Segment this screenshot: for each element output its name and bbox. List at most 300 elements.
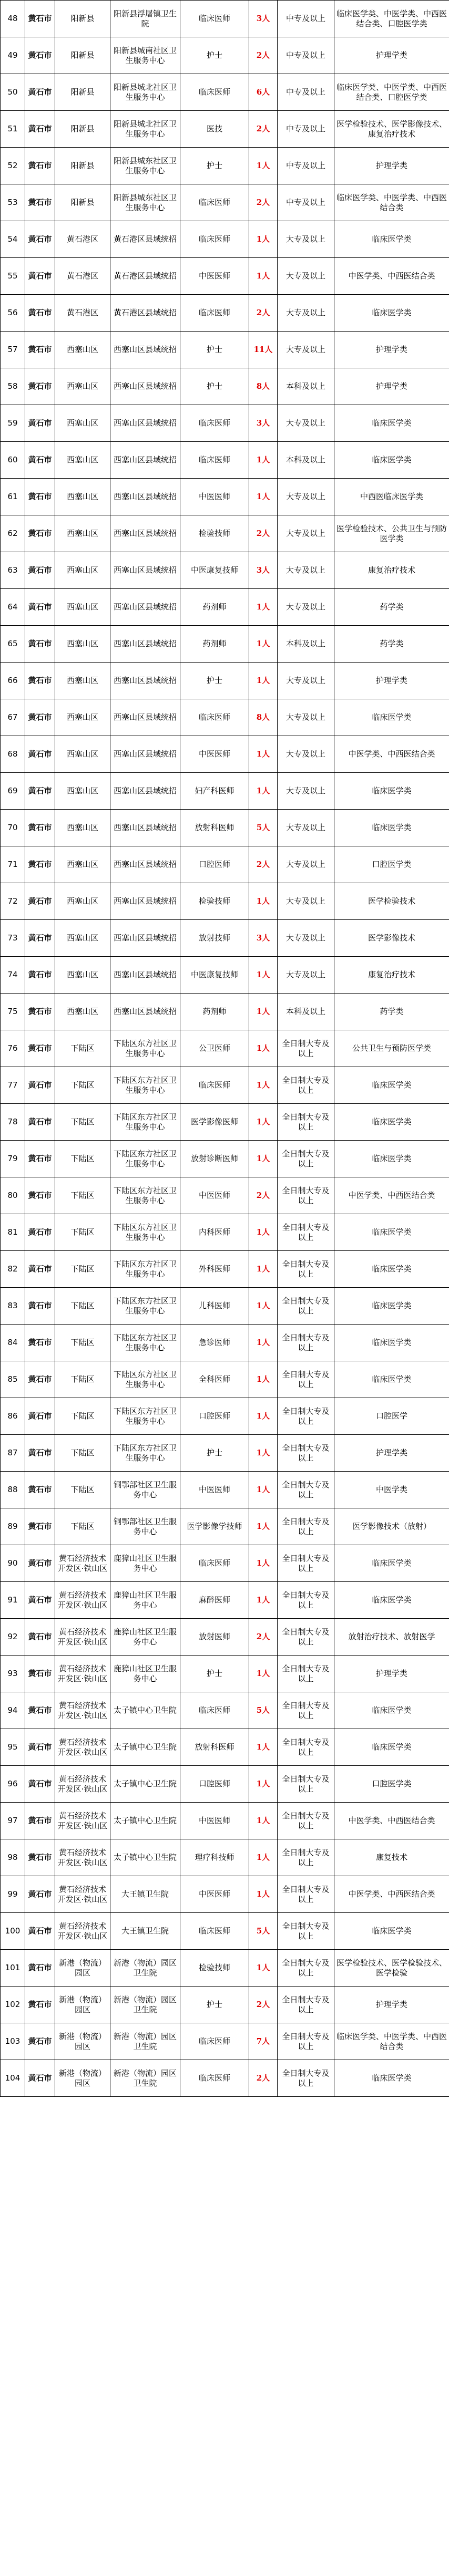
major-cell: 临床医学类	[334, 699, 449, 736]
table-row	[1, 258, 449, 295]
table-row	[1, 37, 449, 74]
city-cell: 黄石市	[25, 1729, 55, 1766]
major-cell: 药学类	[334, 994, 449, 1030]
headcount-cell: 5人	[249, 1692, 278, 1729]
row-number-cell: 88	[1, 1472, 25, 1508]
city-cell: 黄石市	[25, 1288, 55, 1325]
county-cell: 西塞山区	[55, 515, 110, 552]
table-row	[1, 920, 449, 957]
table-row	[1, 1876, 449, 1913]
county-cell: 西塞山区	[55, 332, 110, 368]
row-number-cell: 50	[1, 74, 25, 111]
major-cell: 临床医学类	[334, 405, 449, 442]
education-cell: 全日制大专及以上	[278, 1692, 334, 1729]
education-cell: 全日制大专及以上	[278, 1472, 334, 1508]
major-cell: 临床医学类	[334, 1729, 449, 1766]
city-cell: 黄石市	[25, 515, 55, 552]
major-cell: 口腔医学类	[334, 846, 449, 883]
post-cell: 护士	[180, 1435, 249, 1472]
county-cell: 西塞山区	[55, 589, 110, 626]
headcount-cell: 1人	[249, 258, 278, 295]
county-cell: 下陆区	[55, 1214, 110, 1251]
county-cell: 黄石经济技术开发区·铁山区	[55, 1582, 110, 1619]
row-number-cell: 55	[1, 258, 25, 295]
education-cell: 全日制大专及以上	[278, 1067, 334, 1104]
row-number-cell: 87	[1, 1435, 25, 1472]
table-row	[1, 1214, 449, 1251]
table-row	[1, 1729, 449, 1766]
city-cell: 黄石市	[25, 1141, 55, 1177]
major-cell: 医学检验技术、医学检验技术、医学检验	[334, 1950, 449, 1987]
table-row	[1, 552, 449, 589]
table-row	[1, 1913, 449, 1950]
row-number-cell: 73	[1, 920, 25, 957]
unit-cell: 西塞山区县域统招	[110, 479, 180, 515]
county-cell: 黄石经济技术开发区·铁山区	[55, 1729, 110, 1766]
education-cell: 全日制大专及以上	[278, 1325, 334, 1361]
post-cell: 全科医师	[180, 1361, 249, 1398]
table-row	[1, 442, 449, 479]
education-cell: 全日制大专及以上	[278, 1987, 334, 2023]
city-cell: 黄石市	[25, 736, 55, 773]
table-row	[1, 1987, 449, 2023]
city-cell: 黄石市	[25, 221, 55, 258]
unit-cell: 下陆区东方社区卫生服务中心	[110, 1288, 180, 1325]
county-cell: 西塞山区	[55, 663, 110, 699]
city-cell: 黄石市	[25, 1508, 55, 1545]
headcount-cell: 3人	[249, 1, 278, 37]
education-cell: 全日制大专及以上	[278, 1582, 334, 1619]
table-row	[1, 1582, 449, 1619]
major-cell: 护理学类	[334, 148, 449, 184]
unit-cell: 西塞山区县域统招	[110, 699, 180, 736]
row-number-cell: 97	[1, 1803, 25, 1839]
unit-cell: 下陆区东方社区卫生服务中心	[110, 1361, 180, 1398]
headcount-cell: 7人	[249, 2023, 278, 2060]
county-cell: 西塞山区	[55, 957, 110, 994]
major-cell: 临床医学类	[334, 1067, 449, 1104]
headcount-cell: 2人	[249, 846, 278, 883]
row-number-cell: 94	[1, 1692, 25, 1729]
city-cell: 黄石市	[25, 1766, 55, 1803]
county-cell: 黄石经济技术开发区·铁山区	[55, 1619, 110, 1656]
major-cell: 临床医学类、中医学类、中西医结合类	[334, 2023, 449, 2060]
education-cell: 全日制大专及以上	[278, 2023, 334, 2060]
education-cell: 全日制大专及以上	[278, 1619, 334, 1656]
post-cell: 内科医师	[180, 1214, 249, 1251]
headcount-cell: 2人	[249, 295, 278, 332]
post-cell: 医学影像学技师	[180, 1508, 249, 1545]
major-cell: 中医学类、中西医结合类	[334, 258, 449, 295]
city-cell: 黄石市	[25, 2023, 55, 2060]
row-number-cell: 95	[1, 1729, 25, 1766]
city-cell: 黄石市	[25, 479, 55, 515]
row-number-cell: 85	[1, 1361, 25, 1398]
major-cell: 药学类	[334, 589, 449, 626]
education-cell: 大专及以上	[278, 736, 334, 773]
education-cell: 大专及以上	[278, 589, 334, 626]
table-row	[1, 1435, 449, 1472]
row-number-cell: 56	[1, 295, 25, 332]
education-cell: 全日制大专及以上	[278, 1104, 334, 1141]
county-cell: 阳新县	[55, 1, 110, 37]
headcount-cell: 1人	[249, 1729, 278, 1766]
education-cell: 大专及以上	[278, 920, 334, 957]
post-cell: 检验技师	[180, 1950, 249, 1987]
post-cell: 中医医师	[180, 1876, 249, 1913]
headcount-cell: 1人	[249, 479, 278, 515]
education-cell: 全日制大专及以上	[278, 1545, 334, 1582]
table-row	[1, 1361, 449, 1398]
post-cell: 检验技师	[180, 883, 249, 920]
major-cell: 护理学类	[334, 663, 449, 699]
table-row	[1, 1104, 449, 1141]
headcount-cell: 8人	[249, 368, 278, 405]
table-row	[1, 1398, 449, 1435]
row-number-cell: 75	[1, 994, 25, 1030]
unit-cell: 阳新县城北社区卫生服务中心	[110, 74, 180, 111]
major-cell: 临床医学类	[334, 1582, 449, 1619]
unit-cell: 西塞山区县域统招	[110, 920, 180, 957]
post-cell: 儿科医师	[180, 1288, 249, 1325]
headcount-cell: 1人	[249, 1656, 278, 1692]
education-cell: 全日制大专及以上	[278, 1766, 334, 1803]
county-cell: 下陆区	[55, 1325, 110, 1361]
unit-cell: 西塞山区县域统招	[110, 626, 180, 663]
post-cell: 中医医师	[180, 736, 249, 773]
headcount-cell: 2人	[249, 1987, 278, 2023]
city-cell: 黄石市	[25, 699, 55, 736]
unit-cell: 西塞山区县域统招	[110, 994, 180, 1030]
major-cell: 临床医学类	[334, 221, 449, 258]
unit-cell: 新港（物流）园区卫生院	[110, 1987, 180, 2023]
county-cell: 新港（物流）园区	[55, 2060, 110, 2097]
headcount-cell: 2人	[249, 1619, 278, 1656]
table-row	[1, 957, 449, 994]
headcount-cell: 1人	[249, 994, 278, 1030]
major-cell: 口腔医学类	[334, 1766, 449, 1803]
headcount-cell: 1人	[249, 1067, 278, 1104]
city-cell: 黄石市	[25, 2060, 55, 2097]
city-cell: 黄石市	[25, 1435, 55, 1472]
city-cell: 黄石市	[25, 1545, 55, 1582]
city-cell: 黄石市	[25, 1398, 55, 1435]
unit-cell: 新港（物流）园区卫生院	[110, 1950, 180, 1987]
post-cell: 临床医师	[180, 405, 249, 442]
county-cell: 下陆区	[55, 1177, 110, 1214]
headcount-cell: 1人	[249, 1325, 278, 1361]
row-number-cell: 103	[1, 2023, 25, 2060]
row-number-cell: 80	[1, 1177, 25, 1214]
unit-cell: 新港（物流）园区卫生院	[110, 2060, 180, 2097]
row-number-cell: 49	[1, 37, 25, 74]
row-number-cell: 99	[1, 1876, 25, 1913]
row-number-cell: 65	[1, 626, 25, 663]
unit-cell: 铜鄂部社区卫生服务中心	[110, 1508, 180, 1545]
education-cell: 中专及以上	[278, 111, 334, 148]
major-cell: 口腔医学	[334, 1398, 449, 1435]
major-cell: 中西医临床医学类	[334, 479, 449, 515]
education-cell: 大专及以上	[278, 221, 334, 258]
row-number-cell: 78	[1, 1104, 25, 1141]
headcount-cell: 1人	[249, 1950, 278, 1987]
county-cell: 西塞山区	[55, 736, 110, 773]
post-cell: 临床医师	[180, 1067, 249, 1104]
education-cell: 本科及以上	[278, 994, 334, 1030]
education-cell: 中专及以上	[278, 148, 334, 184]
major-cell: 康复治疗技术	[334, 552, 449, 589]
row-number-cell: 81	[1, 1214, 25, 1251]
unit-cell: 下陆区东方社区卫生服务中心	[110, 1067, 180, 1104]
unit-cell: 西塞山区县域统招	[110, 405, 180, 442]
row-number-cell: 100	[1, 1913, 25, 1950]
city-cell: 黄石市	[25, 332, 55, 368]
city-cell: 黄石市	[25, 1803, 55, 1839]
table-row	[1, 1656, 449, 1692]
unit-cell: 鹿獐山社区卫生服务中心	[110, 1619, 180, 1656]
row-number-cell: 68	[1, 736, 25, 773]
county-cell: 西塞山区	[55, 552, 110, 589]
education-cell: 大专及以上	[278, 957, 334, 994]
row-number-cell: 101	[1, 1950, 25, 1987]
table-row	[1, 148, 449, 184]
education-cell: 大专及以上	[278, 663, 334, 699]
city-cell: 黄石市	[25, 111, 55, 148]
county-cell: 下陆区	[55, 1251, 110, 1288]
row-number-cell: 57	[1, 332, 25, 368]
table-row	[1, 1545, 449, 1582]
post-cell: 护士	[180, 37, 249, 74]
table-row	[1, 810, 449, 846]
unit-cell: 西塞山区县域统招	[110, 515, 180, 552]
table-row	[1, 74, 449, 111]
county-cell: 黄石经济技术开发区·铁山区	[55, 1913, 110, 1950]
city-cell: 黄石市	[25, 1177, 55, 1214]
education-cell: 全日制大专及以上	[278, 1839, 334, 1876]
major-cell: 放射治疗技术、放射医学	[334, 1619, 449, 1656]
headcount-cell: 1人	[249, 1288, 278, 1325]
row-number-cell: 104	[1, 2060, 25, 2097]
table-row	[1, 1472, 449, 1508]
city-cell: 黄石市	[25, 1067, 55, 1104]
row-number-cell: 82	[1, 1251, 25, 1288]
education-cell: 全日制大专及以上	[278, 1177, 334, 1214]
headcount-cell: 1人	[249, 1545, 278, 1582]
table-row	[1, 1141, 449, 1177]
table-body	[1, 1, 449, 2097]
unit-cell: 西塞山区县域统招	[110, 442, 180, 479]
post-cell: 妇产科医师	[180, 773, 249, 810]
major-cell: 中医学类、中西医结合类	[334, 1876, 449, 1913]
major-cell: 医学影像技术	[334, 920, 449, 957]
post-cell: 护士	[180, 332, 249, 368]
major-cell: 临床医学类	[334, 1214, 449, 1251]
county-cell: 黄石经济技术开发区·铁山区	[55, 1545, 110, 1582]
education-cell: 全日制大专及以上	[278, 1729, 334, 1766]
headcount-cell: 2人	[249, 515, 278, 552]
row-number-cell: 96	[1, 1766, 25, 1803]
table-row	[1, 1, 449, 37]
education-cell: 全日制大专及以上	[278, 1361, 334, 1398]
headcount-cell: 1人	[249, 663, 278, 699]
post-cell: 口腔医师	[180, 1398, 249, 1435]
major-cell: 护理学类	[334, 332, 449, 368]
row-number-cell: 69	[1, 773, 25, 810]
unit-cell: 太子镇中心卫生院	[110, 1692, 180, 1729]
table-row	[1, 994, 449, 1030]
post-cell: 临床医师	[180, 1, 249, 37]
headcount-cell: 1人	[249, 1803, 278, 1839]
city-cell: 黄石市	[25, 1950, 55, 1987]
table-row	[1, 368, 449, 405]
major-cell: 康复治疗技术	[334, 957, 449, 994]
major-cell: 药学类	[334, 626, 449, 663]
unit-cell: 下陆区东方社区卫生服务中心	[110, 1435, 180, 1472]
post-cell: 口腔医师	[180, 846, 249, 883]
county-cell: 下陆区	[55, 1361, 110, 1398]
unit-cell: 阳新县城北社区卫生服务中心	[110, 111, 180, 148]
table-row	[1, 1619, 449, 1656]
post-cell: 医技	[180, 111, 249, 148]
unit-cell: 下陆区东方社区卫生服务中心	[110, 1141, 180, 1177]
table-row	[1, 111, 449, 148]
unit-cell: 鹿獐山社区卫生服务中心	[110, 1545, 180, 1582]
county-cell: 西塞山区	[55, 810, 110, 846]
major-cell: 临床医学类	[334, 1545, 449, 1582]
county-cell: 黄石港区	[55, 295, 110, 332]
city-cell: 黄石市	[25, 295, 55, 332]
row-number-cell: 62	[1, 515, 25, 552]
unit-cell: 太子镇中心卫生院	[110, 1766, 180, 1803]
headcount-cell: 1人	[249, 1361, 278, 1398]
county-cell: 西塞山区	[55, 699, 110, 736]
headcount-cell: 8人	[249, 699, 278, 736]
table-row	[1, 1251, 449, 1288]
post-cell: 中医医师	[180, 479, 249, 515]
city-cell: 黄石市	[25, 626, 55, 663]
education-cell: 全日制大专及以上	[278, 1508, 334, 1545]
major-cell: 临床医学类、中医学类、中西医结合类	[334, 184, 449, 221]
headcount-cell: 1人	[249, 1435, 278, 1472]
education-cell: 全日制大专及以上	[278, 2060, 334, 2097]
county-cell: 黄石经济技术开发区·铁山区	[55, 1839, 110, 1876]
row-number-cell: 91	[1, 1582, 25, 1619]
unit-cell: 下陆区东方社区卫生服务中心	[110, 1104, 180, 1141]
post-cell: 检验技师	[180, 515, 249, 552]
table-row	[1, 1325, 449, 1361]
post-cell: 药剂师	[180, 626, 249, 663]
headcount-cell: 1人	[249, 442, 278, 479]
unit-cell: 太子镇中心卫生院	[110, 1729, 180, 1766]
education-cell: 本科及以上	[278, 626, 334, 663]
education-cell: 本科及以上	[278, 368, 334, 405]
city-cell: 黄石市	[25, 1214, 55, 1251]
row-number-cell: 52	[1, 148, 25, 184]
row-number-cell: 86	[1, 1398, 25, 1435]
post-cell: 医学影像医师	[180, 1104, 249, 1141]
unit-cell: 西塞山区县域统招	[110, 846, 180, 883]
row-number-cell: 84	[1, 1325, 25, 1361]
unit-cell: 西塞山区县域统招	[110, 957, 180, 994]
row-number-cell: 77	[1, 1067, 25, 1104]
major-cell: 公共卫生与预防医学类	[334, 1030, 449, 1067]
city-cell: 黄石市	[25, 37, 55, 74]
row-number-cell: 64	[1, 589, 25, 626]
county-cell: 黄石经济技术开发区·铁山区	[55, 1656, 110, 1692]
county-cell: 黄石经济技术开发区·铁山区	[55, 1803, 110, 1839]
unit-cell: 大王镇卫生院	[110, 1913, 180, 1950]
row-number-cell: 66	[1, 663, 25, 699]
unit-cell: 阳新县浮屠镇卫生院	[110, 1, 180, 37]
headcount-cell: 2人	[249, 1177, 278, 1214]
table-row	[1, 589, 449, 626]
county-cell: 西塞山区	[55, 920, 110, 957]
headcount-cell: 1人	[249, 1104, 278, 1141]
county-cell: 阳新县	[55, 148, 110, 184]
post-cell: 公卫医师	[180, 1030, 249, 1067]
table-row	[1, 1950, 449, 1987]
headcount-cell: 1人	[249, 1766, 278, 1803]
post-cell: 口腔医师	[180, 1766, 249, 1803]
city-cell: 黄石市	[25, 810, 55, 846]
row-number-cell: 76	[1, 1030, 25, 1067]
education-cell: 全日制大专及以上	[278, 1803, 334, 1839]
post-cell: 临床医师	[180, 184, 249, 221]
county-cell: 下陆区	[55, 1508, 110, 1545]
education-cell: 大专及以上	[278, 552, 334, 589]
headcount-cell: 1人	[249, 1030, 278, 1067]
table-row	[1, 295, 449, 332]
city-cell: 黄石市	[25, 184, 55, 221]
city-cell: 黄石市	[25, 1913, 55, 1950]
unit-cell: 鹿獐山社区卫生服务中心	[110, 1582, 180, 1619]
education-cell: 大专及以上	[278, 295, 334, 332]
city-cell: 黄石市	[25, 368, 55, 405]
headcount-cell: 6人	[249, 74, 278, 111]
unit-cell: 西塞山区县域统招	[110, 663, 180, 699]
county-cell: 新港（物流）园区	[55, 2023, 110, 2060]
unit-cell: 新港（物流）园区卫生院	[110, 2023, 180, 2060]
unit-cell: 大王镇卫生院	[110, 1876, 180, 1913]
post-cell: 中医医师	[180, 1472, 249, 1508]
row-number-cell: 72	[1, 883, 25, 920]
headcount-cell: 1人	[249, 1582, 278, 1619]
table-row	[1, 699, 449, 736]
major-cell: 中医学类、中西医结合类	[334, 1803, 449, 1839]
county-cell: 下陆区	[55, 1030, 110, 1067]
row-number-cell: 70	[1, 810, 25, 846]
county-cell: 西塞山区	[55, 994, 110, 1030]
table-row	[1, 405, 449, 442]
major-cell: 临床医学类	[334, 295, 449, 332]
post-cell: 中医医师	[180, 258, 249, 295]
city-cell: 黄石市	[25, 1582, 55, 1619]
table-row	[1, 1030, 449, 1067]
headcount-cell: 1人	[249, 1472, 278, 1508]
county-cell: 西塞山区	[55, 626, 110, 663]
city-cell: 黄石市	[25, 1361, 55, 1398]
headcount-cell: 5人	[249, 1913, 278, 1950]
county-cell: 下陆区	[55, 1141, 110, 1177]
education-cell: 全日制大专及以上	[278, 1141, 334, 1177]
county-cell: 阳新县	[55, 184, 110, 221]
table-row	[1, 846, 449, 883]
major-cell: 临床医学类、中医学类、中西医结合类、口腔医学类	[334, 1, 449, 37]
city-cell: 黄石市	[25, 957, 55, 994]
headcount-cell: 1人	[249, 773, 278, 810]
row-number-cell: 92	[1, 1619, 25, 1656]
county-cell: 黄石经济技术开发区·铁山区	[55, 1692, 110, 1729]
